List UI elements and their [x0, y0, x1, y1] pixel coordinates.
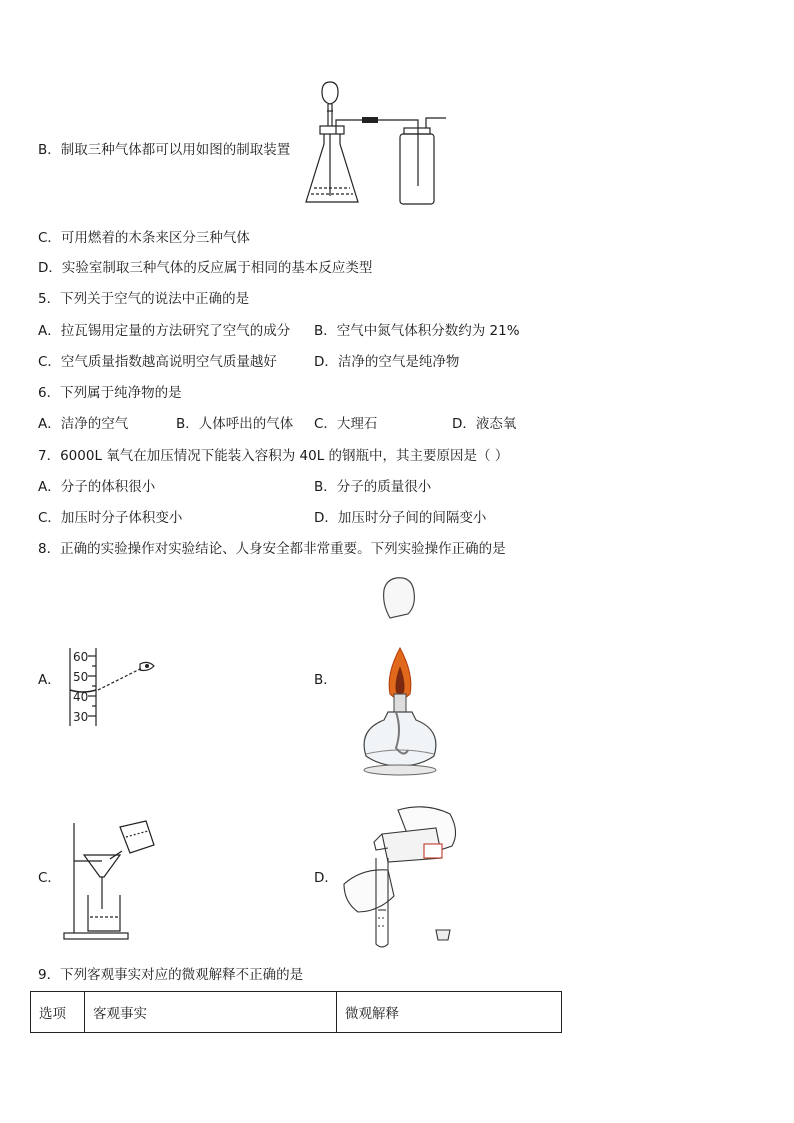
q6-stem: 6．下列属于纯净物的是: [38, 385, 182, 401]
q7-option-a: A．分子的体积很小: [38, 479, 156, 495]
tick-label-30: 30: [73, 710, 89, 724]
graduated-cylinder-reading-figure: [62, 644, 162, 728]
tick-label-40: 40: [73, 690, 89, 704]
q4-option-b: B．制取三种气体都可以用如图的制取装置: [38, 142, 291, 158]
q8-label-a: A．: [38, 672, 61, 688]
q7-option-b: B．分子的质量很小: [314, 479, 432, 495]
tick-label-60: 60: [73, 650, 89, 664]
table-header-fact: 客观事实: [85, 992, 337, 1033]
filtration-setup-figure: [62, 815, 162, 943]
q6-option-d: D．液态氧: [452, 416, 517, 432]
q6-option-a: A．洁净的空气: [38, 416, 129, 432]
q5-option-c: C．空气质量指数越高说明空气质量越好: [38, 354, 277, 370]
q7-option-d: D．加压时分子间的间隔变小: [314, 510, 487, 526]
q8-label-b: B．: [314, 672, 337, 688]
q5-option-a: A．拉瓦锡用定量的方法研究了空气的成分: [38, 323, 291, 339]
q4-option-d: D．实验室制取三种气体的反应属于相同的基本反应类型: [38, 260, 373, 276]
alcohol-lamp-figure: [350, 570, 440, 780]
q7-stem: 7．6000L 氧气在加压情况下能装入容积为 40L 的钢瓶中，其主要原因是（ ）: [38, 448, 509, 464]
q4-option-c: C．可用燃着的木条来区分三种气体: [38, 230, 250, 246]
q7-option-c: C．加压时分子体积变小: [38, 510, 183, 526]
q9-table: [30, 991, 562, 1033]
q8-label-c: C．: [38, 870, 61, 886]
pouring-liquid-into-test-tube-figure: [338, 800, 478, 950]
q6-option-c: C．大理石: [314, 416, 378, 432]
q8-label-d: D．: [314, 870, 338, 886]
q5-stem: 5．下列关于空气的说法中正确的是: [38, 291, 250, 307]
table-header-explanation: 微观解释: [337, 992, 562, 1033]
q6-option-b: B．人体呼出的气体: [176, 416, 294, 432]
gas-generation-apparatus-figure: [300, 78, 460, 208]
q9-stem: 9．下列客观事实对应的微观解释不正确的是: [38, 967, 304, 983]
table-header-option: 选项: [31, 992, 85, 1033]
q5-option-b: B．空气中氮气体积分数约为 21%: [314, 323, 520, 339]
q5-option-d: D．洁净的空气是纯净物: [314, 354, 460, 370]
table-header-row: [31, 992, 562, 1033]
q8-stem: 8．正确的实验操作对实验结论、人身安全都非常重要。下列实验操作正确的是: [38, 541, 506, 557]
tick-label-50: 50: [73, 670, 89, 684]
